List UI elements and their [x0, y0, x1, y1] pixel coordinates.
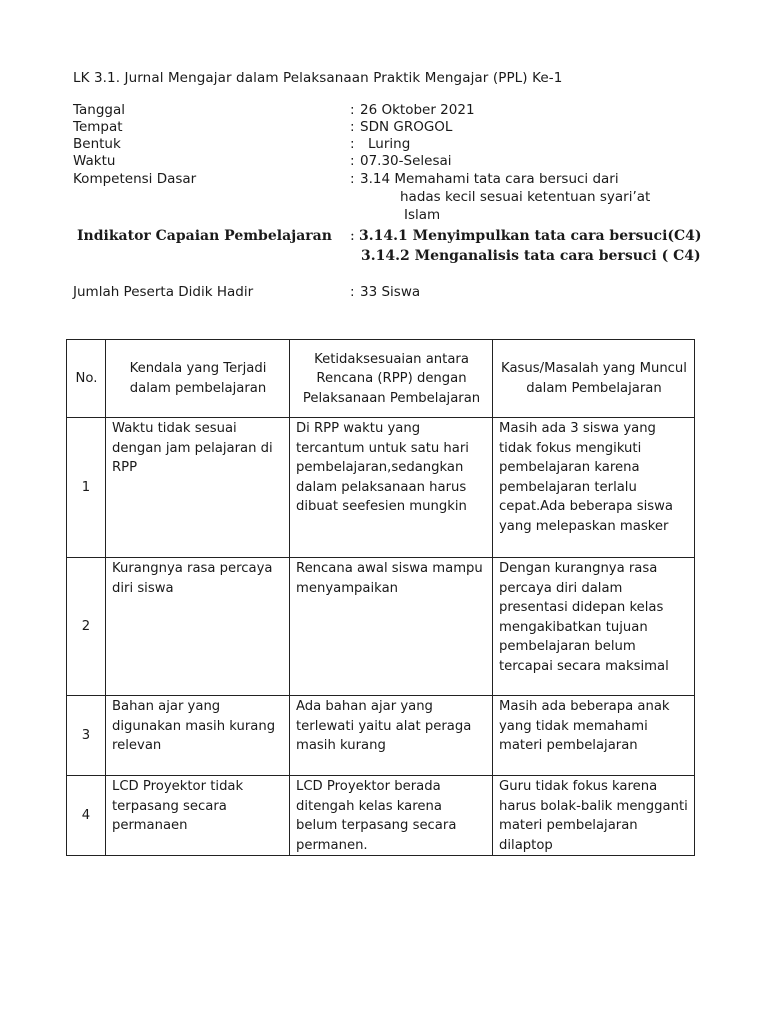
kompetensi-value: 3.14 Memahami tata cara bersuci dari [360, 171, 619, 187]
cell-kasus: Masih ada 3 siswa yang tidak fokus mengikuti pembelajaran karena pembelajaran terlalu cepat.Ada beberapa siswa yang melepaskan masker [493, 418, 695, 558]
indikator-value-1: 3.14.1 Menyimpulkan tata cara bersuci(C4) [359, 228, 702, 244]
row-number: 4 [67, 776, 106, 856]
table-row [67, 696, 695, 776]
header-no: No. [67, 340, 106, 418]
colon: : [350, 136, 355, 152]
row-number: 2 [67, 558, 106, 696]
tempat-label: Tempat [73, 119, 123, 135]
cell-ketidaksesuaian: LCD Proyektor berada ditengah kelas karena belum terpasang secara permanen. [290, 776, 493, 856]
bentuk-label: Bentuk [73, 136, 121, 152]
indikator-value-2: 3.14.2 Menganalisis tata cara bersuci ( C4) [361, 248, 701, 264]
cell-ketidaksesuaian: Rencana awal siswa mampu menyampaikan [290, 558, 493, 696]
colon: : [350, 119, 355, 135]
jumlah-value: 33 Siswa [360, 284, 421, 300]
colon: : [350, 228, 355, 244]
table-row [67, 558, 695, 696]
cell-ketidaksesuaian: Di RPP waktu yang tercantum untuk satu hari pembelajaran,sedangkan dalam pelaksanaan harus dibuat seefesien mungkin [290, 418, 493, 558]
cell-kendala: Waktu tidak sesuai dengan jam pelajaran di RPP [106, 418, 290, 558]
document-title: LK 3.1. Jurnal Mengajar dalam Pelaksanaan Praktik Mengajar (PPL) Ke-1 [73, 70, 563, 86]
header-ketidaksesuaian: Ketidaksesuaian antara Rencana (RPP) dengan Pelaksanaan Pembelajaran [290, 340, 493, 418]
bentuk-value: Luring [368, 136, 411, 152]
cell-kendala: Bahan ajar yang digunakan masih kurang relevan [106, 696, 290, 776]
row-number: 1 [67, 418, 106, 558]
indikator-label: Indikator Capaian Pembelajaran [77, 228, 332, 244]
waktu-value: 07.30-Selesai [360, 153, 452, 169]
kompetensi-label: Kompetensi Dasar [73, 171, 197, 187]
colon: : [350, 102, 355, 118]
tempat-value: SDN GROGOL [360, 119, 453, 135]
journal-table [66, 339, 695, 856]
cell-kasus: Guru tidak fokus karena harus bolak-balik mengganti materi pembelajaran dilaptop [493, 776, 695, 856]
tanggal-label: Tanggal [73, 102, 126, 118]
cell-kasus: Dengan kurangnya rasa percaya diri dalam presentasi didepan kelas mengakibatkan tujuan pembelajaran belum tercapai secara maksimal [493, 558, 695, 696]
kompetensi-value-line3: Islam [404, 207, 441, 223]
colon: : [350, 284, 355, 300]
cell-kendala: Kurangnya rasa percaya diri siswa [106, 558, 290, 696]
waktu-label: Waktu [73, 153, 116, 169]
kompetensi-value-line2: hadas kecil sesuai ketentuan syari’at [400, 189, 651, 205]
colon: : [350, 153, 355, 169]
cell-kasus: Masih ada beberapa anak yang tidak memahami materi pembelajaran [493, 696, 695, 776]
tanggal-value: 26 Oktober 2021 [360, 102, 475, 118]
header-kasus: Kasus/Masalah yang Muncul dalam Pembelajaran [493, 340, 695, 418]
table-row [67, 418, 695, 558]
cell-kendala: LCD Proyektor tidak terpasang secara permanaen [106, 776, 290, 856]
table-header-row [67, 340, 695, 418]
cell-ketidaksesuaian: Ada bahan ajar yang terlewati yaitu alat peraga masih kurang [290, 696, 493, 776]
colon: : [350, 171, 355, 187]
table-row [67, 776, 695, 856]
jumlah-label: Jumlah Peserta Didik Hadir [73, 284, 254, 300]
row-number: 3 [67, 696, 106, 776]
header-kendala: Kendala yang Terjadi dalam pembelajaran [106, 340, 290, 418]
